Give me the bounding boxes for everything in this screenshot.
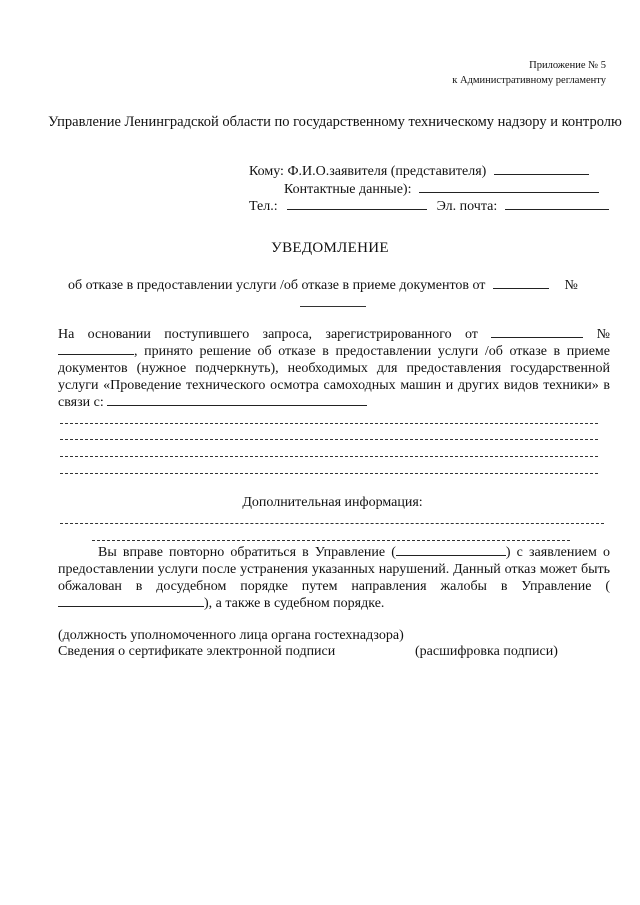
recipient-name-field[interactable] bbox=[494, 173, 589, 175]
recipient-email-field[interactable] bbox=[505, 208, 609, 210]
recipient-contact-label: Контактные данные): bbox=[284, 182, 412, 197]
basis-part2: , принято решение об отказе в предоставлении услуги /об отказе в приеме документов (нужное подчеркнуть), необходимых для предоставления государственной услуги «Проведение технического осмотра самоходных машин и других видов техники» в связи с: bbox=[58, 344, 610, 410]
recipient-phone-label: Тел.: bbox=[249, 199, 278, 214]
recipient-contact-field[interactable] bbox=[419, 191, 599, 193]
rights-address-field[interactable] bbox=[396, 554, 506, 556]
basis-date-field[interactable] bbox=[491, 336, 583, 338]
signer-position: (должность уполномоченного лица органа гостехнадзора) bbox=[58, 628, 404, 643]
additional-info-heading: Дополнительная информация: bbox=[242, 495, 423, 510]
rights-part1: Вы вправе повторно обратиться в Управление ( bbox=[98, 545, 396, 560]
document-title: УВЕДОМЛЕНИЕ bbox=[271, 240, 389, 256]
recipient-to-label: Кому: Ф.И.О.заявителя (представителя) bbox=[249, 164, 487, 179]
recipient-phone-row bbox=[249, 198, 609, 216]
document-subtitle bbox=[68, 277, 578, 295]
basis-reason-field[interactable] bbox=[107, 404, 367, 406]
reason-line[interactable] bbox=[60, 456, 598, 457]
reason-line[interactable] bbox=[60, 423, 598, 424]
complaint-address-field[interactable] bbox=[58, 605, 204, 607]
subtitle-date-field[interactable] bbox=[493, 287, 549, 289]
recipient-email-label: Эл. почта: bbox=[436, 199, 498, 214]
signature-certificate-info: Сведения о сертификате электронной подписи bbox=[58, 644, 336, 659]
organization-name: Управление Ленинградской области по государственному техническому надзору и контролю bbox=[48, 114, 622, 130]
additional-info-line[interactable] bbox=[60, 523, 604, 524]
rights-part2: ) с заявлением о предоставлении услуги после устранения указанных нарушений. Данный отказ может быть обжалован в досудебном порядке путем направления жалобы в Управление ( bbox=[58, 545, 610, 594]
subtitle-number-field[interactable] bbox=[300, 306, 366, 307]
rights-part3: ), а также в судебном порядке. bbox=[204, 596, 385, 611]
additional-info-line[interactable] bbox=[92, 540, 570, 541]
subtitle-text: об отказе в предоставлении услуги /об отказе в приеме документов от bbox=[68, 278, 486, 293]
reason-line[interactable] bbox=[60, 473, 598, 474]
basis-number-field[interactable] bbox=[58, 353, 134, 355]
signature-decoding: (расшифровка подписи) bbox=[415, 644, 558, 659]
reason-line[interactable] bbox=[60, 439, 598, 440]
recipient-to-row bbox=[249, 163, 589, 181]
basis-number-sign: № bbox=[596, 327, 611, 342]
appendix-regulation: к Административному регламенту bbox=[452, 75, 606, 86]
basis-part1: На основании поступившего запроса, зарегистрированного от bbox=[58, 327, 478, 342]
basis-paragraph bbox=[58, 326, 610, 411]
subtitle-number-sign: № bbox=[564, 278, 578, 293]
recipient-phone-field[interactable] bbox=[287, 208, 427, 210]
recipient-contact-row bbox=[284, 181, 599, 199]
appendix-reference bbox=[452, 58, 606, 88]
appendix-number: Приложение № 5 bbox=[529, 60, 606, 71]
rights-paragraph bbox=[58, 544, 610, 612]
